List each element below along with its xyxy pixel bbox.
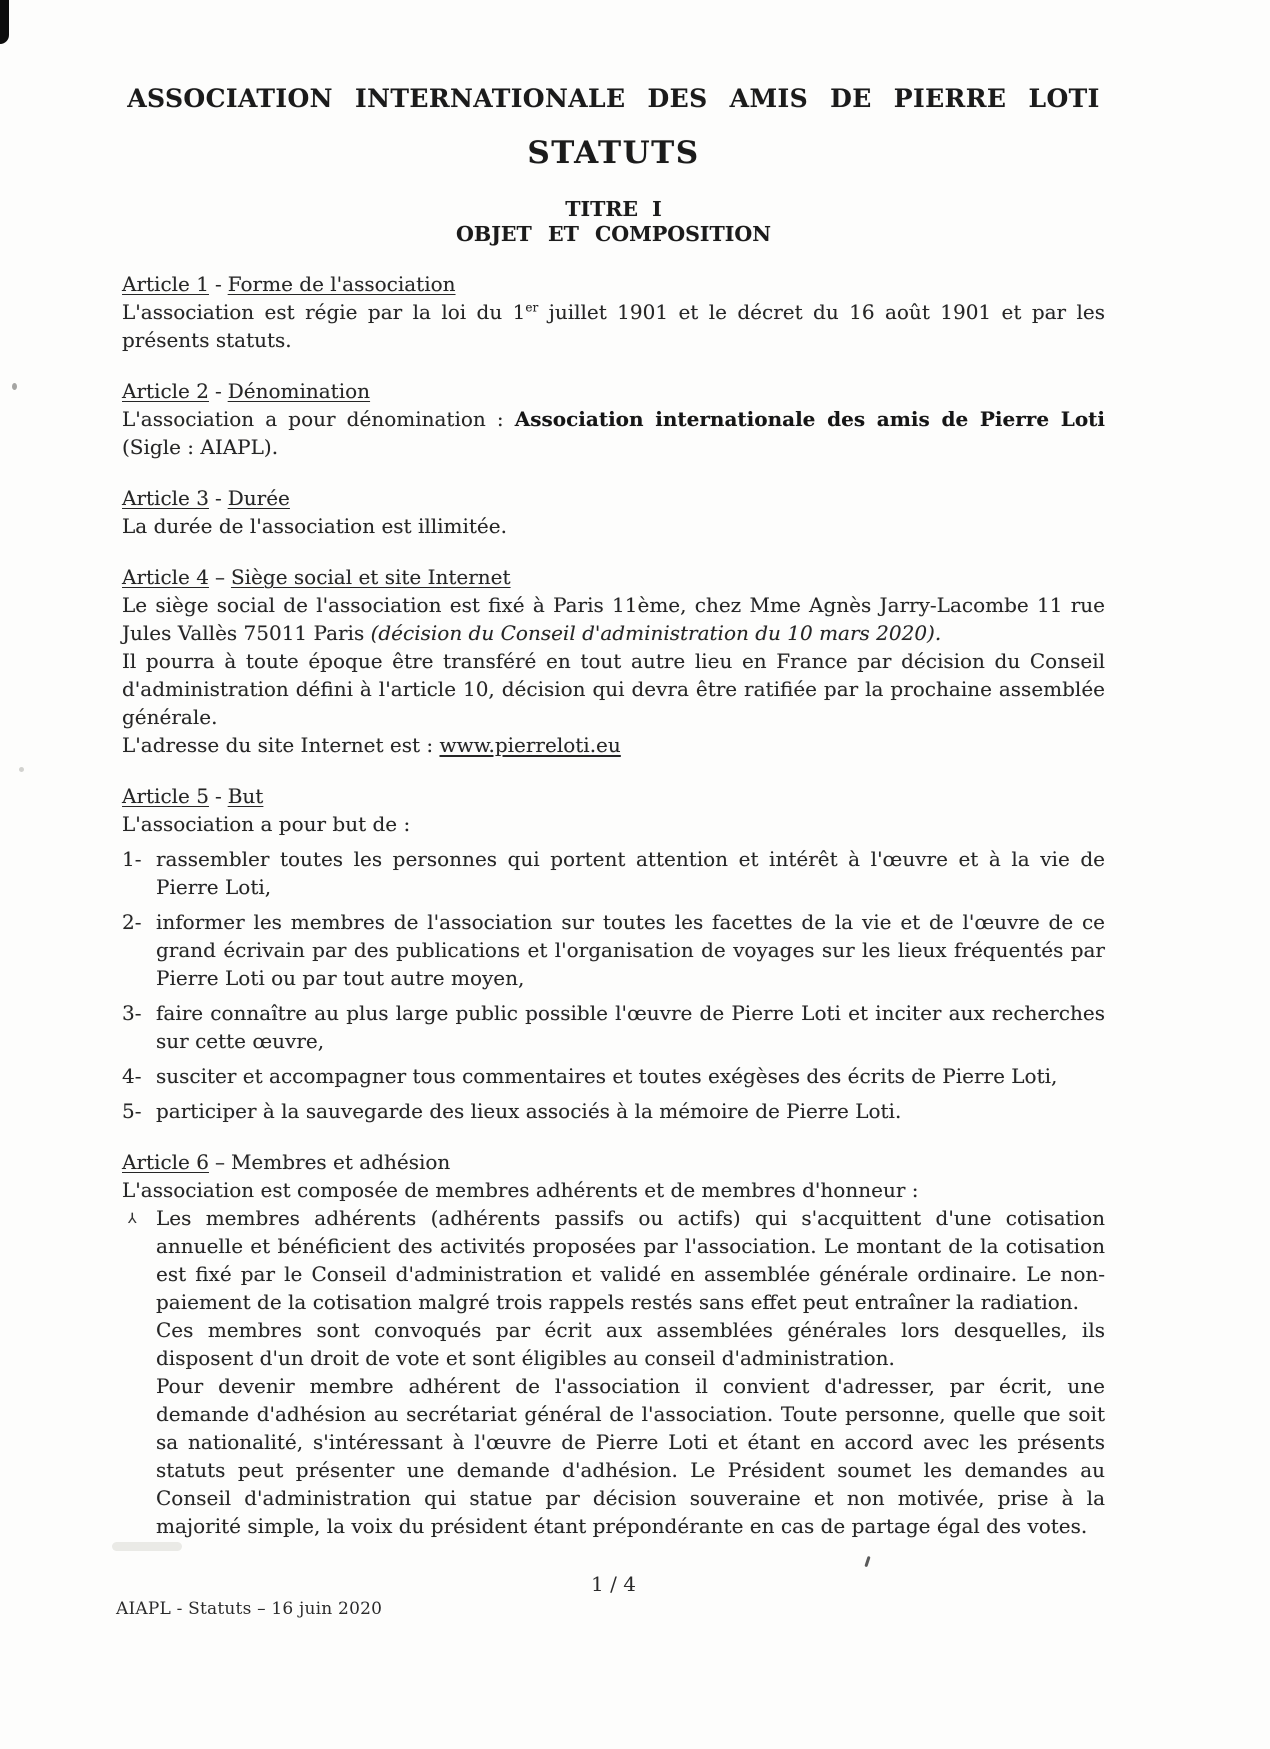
article-2-heading <box>122 377 1105 405</box>
article-2-paragraph <box>122 405 1105 461</box>
ordinal-superscript: er <box>525 300 539 315</box>
list-item-text: faire connaître au plus large public possible l'œuvre de Pierre Loti et inciter aux recherches sur cette œuvre, <box>156 1001 1105 1053</box>
article-4-text: Le siège social de l'association est fixé à Paris 11ème, chez Mme Agnès Jarry-Lacombe 11 rue Jules Vallès 75011 Paris <box>122 593 1105 645</box>
article-4-title: Siège social et site Internet <box>230 565 511 589</box>
list-item-number: 3- <box>122 1001 142 1025</box>
purpose-list-item <box>122 999 1105 1055</box>
article-4-separator: – <box>214 565 225 589</box>
article-6-continuation-paragraph: Ces membres sont convoqués par écrit aux assemblées générales lors desquelles, ils disposent d'un droit de vote et sont éligibles au conseil d'administration. <box>156 1318 1105 1370</box>
association-denomination-bold: Association internationale des amis de Pierre Loti <box>514 407 1106 431</box>
article-5-number: Article 5 <box>122 784 209 808</box>
website-url-link[interactable]: www.pierreloti.eu <box>439 733 621 757</box>
titre-1-subject: OBJET ET COMPOSITION <box>456 222 771 246</box>
article-3-paragraph: La durée de l'association est illimitée. <box>122 514 507 538</box>
article-6-membership-procedure-paragraph: Pour devenir membre adhérent de l'association il convient d'adresser, par écrit, une demande d'adhésion au secrétariat général de l'association. Toute personne, quelle que soit sa nationalité, s'intéressant à l'œuvre de Pierre Loti et étant en accord avec les présents statuts peut présenter une demande d'adhésion. Le Président soumet les demandes au Conseil d'administration qui statue par décision souveraine et non motivée, prise à la majorité simple, la voix du président étant prépondérante en cas de partage égal des votes. <box>156 1374 1105 1538</box>
article-3-number: Article 3 <box>122 486 209 510</box>
article-1-number: Article 1 <box>122 272 209 296</box>
article-3-heading <box>122 484 1105 512</box>
article-5-title: But <box>227 784 264 808</box>
article-1-text-start: L'association est régie par la loi du 1 <box>122 300 526 324</box>
article-1-text-end: juillet 1901 et le décret du 16 août 1901 et par les présents statuts. <box>122 300 1106 352</box>
article-5-heading <box>122 782 1105 810</box>
list-item-text: participer à la sauvegarde des lieux associés à la mémoire de Pierre Loti. <box>156 1099 902 1123</box>
scan-speck <box>12 383 17 390</box>
article-2-title: Dénomination <box>227 379 371 403</box>
purpose-list-item <box>122 1097 1105 1125</box>
article-1-heading <box>122 270 1105 298</box>
bullet-item-text: Les membres adhérents (adhérents passifs ou actifs) qui s'acquittent d'une cotisation annuelle et bénéficient des activités proposées par l'association. Le montant de la cotisation est fixé par le Conseil d'administration et validé en assemblée générale ordinaire. Le non-paiement de la cotisation malgré trois rappels restés sans effet peut entraîner la radiation. <box>156 1206 1105 1314</box>
article-4-number: Article 4 <box>122 565 209 589</box>
article-2-text-end: (Sigle : AIAPL). <box>122 435 279 459</box>
list-item-text: susciter et accompagner tous commentaires et toutes exégèses des écrits de Pierre Loti, <box>156 1064 1058 1088</box>
article-5-intro: L'association a pour but de : <box>122 812 411 836</box>
list-item-text: rassembler toutes les personnes qui portent attention et intérêt à l'œuvre et à la vie de Pierre Loti, <box>156 847 1105 899</box>
website-line-text: L'adresse du site Internet est : <box>122 733 440 757</box>
list-item-number: 4- <box>122 1064 142 1088</box>
document-body <box>122 84 1105 1540</box>
list-item-number: 1- <box>122 847 142 871</box>
article-2-number: Article 2 <box>122 379 209 403</box>
article-5-separator: - <box>214 784 222 808</box>
titre-1-label: TITRE I <box>565 197 662 221</box>
article-1-paragraph <box>122 298 1105 354</box>
list-item-number: 5- <box>122 1099 142 1123</box>
purpose-list-item <box>122 1062 1105 1090</box>
scan-smudge <box>112 1542 182 1551</box>
article-4-website-line <box>122 731 1105 759</box>
article-4-heading <box>122 563 1105 591</box>
scan-speck <box>864 1556 870 1567</box>
purpose-list-item <box>122 845 1105 901</box>
council-decision-note-italic: (décision du Conseil d'administration du 10 mars 2020). <box>370 621 942 645</box>
members-bullet-item <box>122 1204 1105 1316</box>
article-6-heading <box>122 1148 1105 1176</box>
article-6-number: Article 6 <box>122 1150 209 1174</box>
article-6-title: Membres et adhésion <box>230 1150 451 1174</box>
page-number: 1 / 4 <box>591 1572 636 1596</box>
article-3-title: Durée <box>227 486 290 510</box>
purpose-list-item <box>122 908 1105 992</box>
list-item-number: 2- <box>122 910 142 934</box>
article-2-text-start: L'association a pour dénomination : <box>122 407 515 431</box>
article-1-title: Forme de l'association <box>227 272 456 296</box>
article-2-separator: - <box>214 379 222 403</box>
article-4-paragraph-2: Il pourra à toute époque être transféré en tout autre lieu en France par décision du Conseil d'administration défini à l'article 10, décision qui devra être ratifiée par la prochaine assemblée générale. <box>122 649 1105 729</box>
article-4-paragraph-1 <box>122 591 1105 647</box>
list-item-text: informer les membres de l'association sur toutes les facettes de la vie et de l'œuvre de ce grand écrivain par des publications et l'organisation de voyages sur les lieux fréquentés par Pierre Loti ou par tout autre moyen, <box>156 910 1105 990</box>
scan-speck <box>19 767 24 772</box>
article-6-intro: L'association est composée de membres adhérents et de membres d'honneur : <box>122 1178 919 1202</box>
star-bullet-icon: ⅄ <box>128 1211 137 1227</box>
article-6-separator: – <box>214 1150 225 1174</box>
document-title: STATUTS <box>527 135 700 171</box>
scan-corner-artifact <box>0 0 9 44</box>
association-name-title: ASSOCIATION INTERNATIONALE DES AMIS DE PIERRE LOTI <box>127 84 1100 113</box>
article-3-separator: - <box>214 486 222 510</box>
article-1-separator: - <box>214 272 222 296</box>
footer-doc-reference: AIAPL - Statuts – 16 juin 2020 <box>116 1599 383 1619</box>
